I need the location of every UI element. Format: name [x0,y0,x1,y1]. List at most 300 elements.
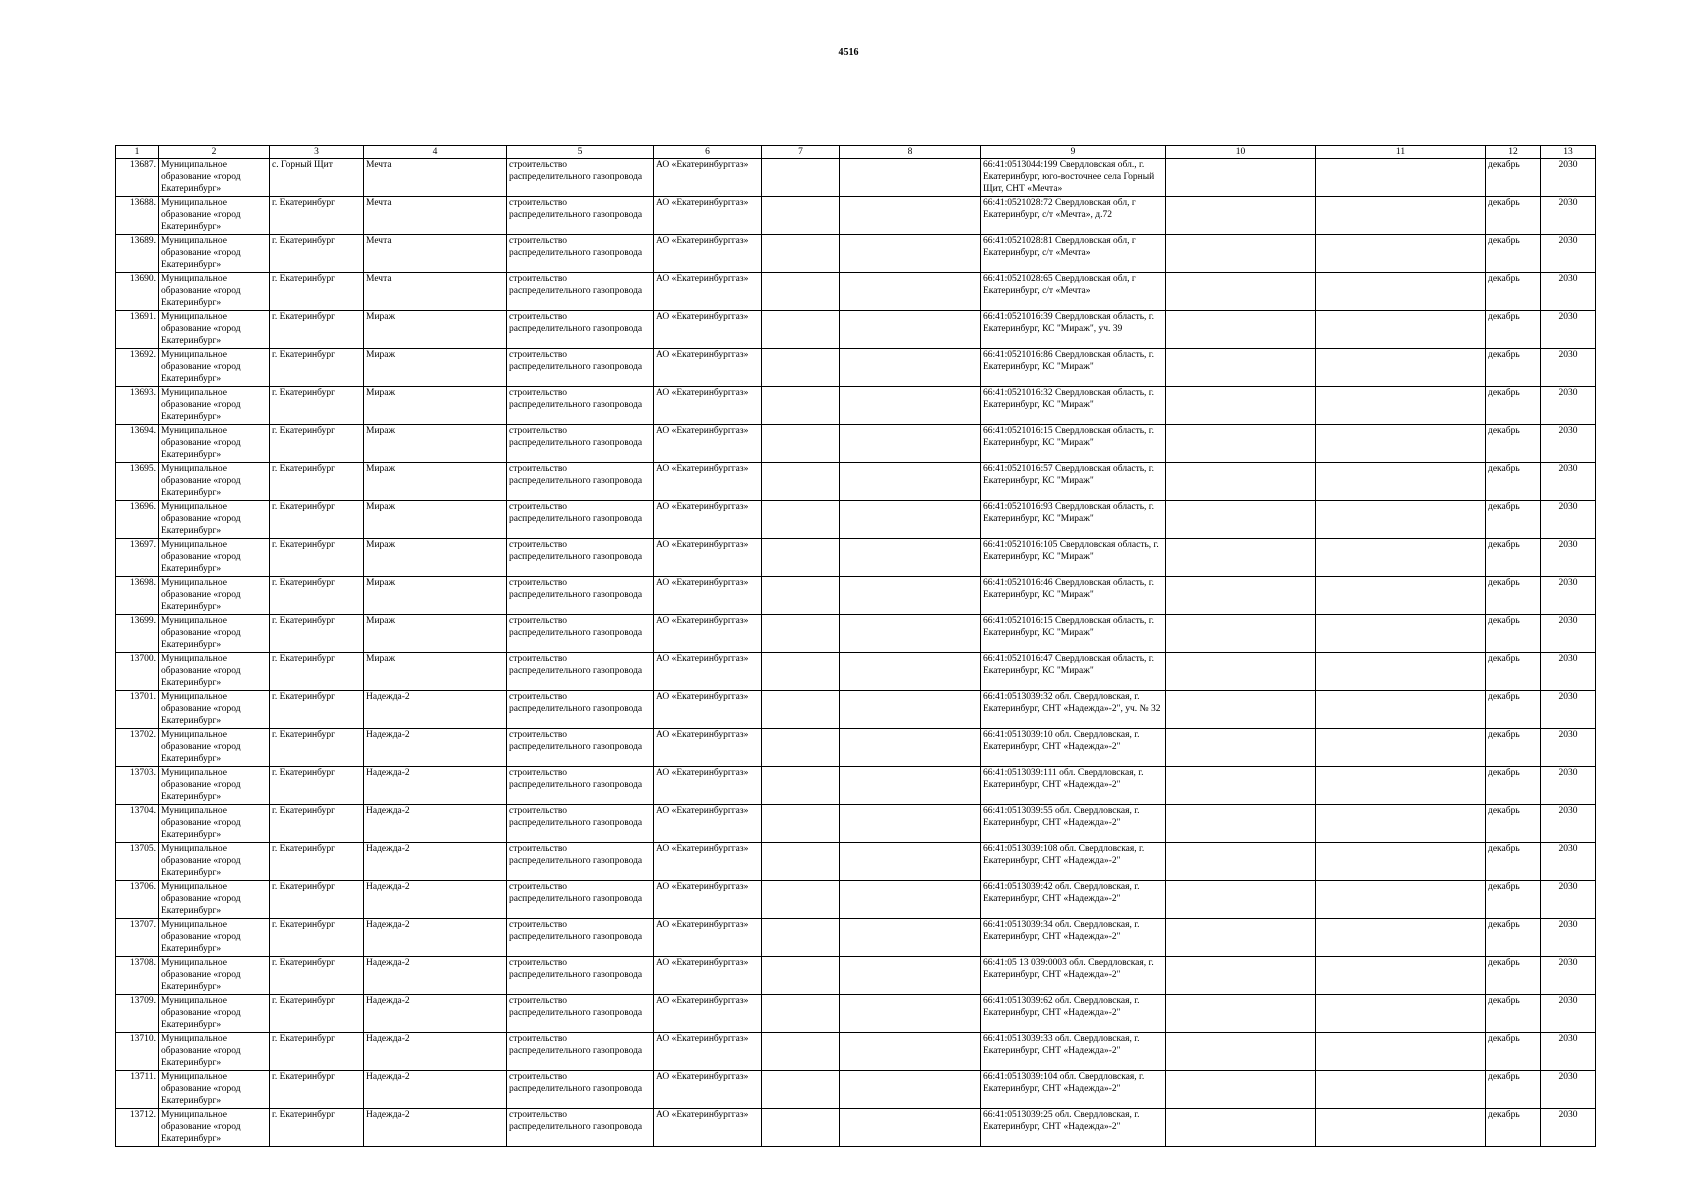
table-row [116,577,1596,615]
table-row [116,463,1596,501]
row-number: 13689. [116,235,159,273]
work-type-cell: строительство распределительного газопровода [507,1109,654,1147]
locality-cell: г. Екатеринбург [270,425,364,463]
work-type-cell: строительство распределительного газопровода [507,273,654,311]
year-cell: 2030 [1541,1071,1596,1109]
column-7-cell [762,387,840,425]
municipality-cell: Муниципальное образование «город Екатеринбург» [159,995,270,1033]
month-cell: декабрь [1486,197,1541,235]
locality-cell: г. Екатеринбург [270,501,364,539]
column-header-8: 8 [840,146,981,159]
cadastral-address-cell: 66:41:0513039:111 обл. Свердловская, г. Екатеринбург, СНТ «Надежда»-2" [981,767,1166,805]
column-10-cell [1166,1109,1316,1147]
column-11-cell [1316,767,1486,805]
column-11-cell [1316,653,1486,691]
column-header-1: 1 [116,146,159,159]
work-type-cell: строительство распределительного газопровода [507,539,654,577]
row-number: 13703. [116,767,159,805]
month-cell: декабрь [1486,1109,1541,1147]
organization-cell: АО «Екатеринбурггаз» [654,957,762,995]
organization-cell: АО «Екатеринбурггаз» [654,539,762,577]
row-number: 13705. [116,843,159,881]
row-number: 13708. [116,957,159,995]
year-cell: 2030 [1541,1109,1596,1147]
snt-cell: Надежда-2 [364,995,507,1033]
work-type-cell: строительство распределительного газопровода [507,615,654,653]
column-11-cell [1316,463,1486,501]
snt-cell: Мираж [364,615,507,653]
municipality-cell: Муниципальное образование «город Екатеринбург» [159,957,270,995]
column-10-cell [1166,501,1316,539]
municipality-cell: Муниципальное образование «город Екатеринбург» [159,1109,270,1147]
year-cell: 2030 [1541,995,1596,1033]
table-header [116,146,1596,159]
column-7-cell [762,501,840,539]
column-11-cell [1316,349,1486,387]
snt-cell: Мираж [364,577,507,615]
cadastral-address-cell: 66:41:0513039:33 обл. Свердловская, г. Екатеринбург, СНТ «Надежда»-2" [981,1033,1166,1071]
table-row [116,197,1596,235]
work-type-cell: строительство распределительного газопровода [507,425,654,463]
column-8-cell [840,501,981,539]
year-cell: 2030 [1541,767,1596,805]
municipality-cell: Муниципальное образование «город Екатеринбург» [159,235,270,273]
cadastral-address-cell: 66:41:0513039:32 обл. Свердловская, г. Екатеринбург, СНТ «Надежда»-2", уч. № 32 [981,691,1166,729]
column-10-cell [1166,349,1316,387]
month-cell: декабрь [1486,501,1541,539]
snt-cell: Надежда-2 [364,957,507,995]
cadastral-address-cell: 66:41:0513039:34 обл. Свердловская, г. Екатеринбург, СНТ «Надежда»-2" [981,919,1166,957]
column-header-12: 12 [1486,146,1541,159]
row-number: 13709. [116,995,159,1033]
column-7-cell [762,691,840,729]
table-row [116,387,1596,425]
column-10-cell [1166,615,1316,653]
row-number: 13701. [116,691,159,729]
year-cell: 2030 [1541,615,1596,653]
organization-cell: АО «Екатеринбурггаз» [654,653,762,691]
table-row [116,311,1596,349]
work-type-cell: строительство распределительного газопровода [507,577,654,615]
cadastral-address-cell: 66:41:0521016:93 Свердловская область, г. Екатеринбург, КС "Мираж" [981,501,1166,539]
snt-cell: Надежда-2 [364,1109,507,1147]
month-cell: декабрь [1486,995,1541,1033]
column-header-5: 5 [507,146,654,159]
column-11-cell [1316,577,1486,615]
cadastral-address-cell: 66:41:0513039:104 обл. Свердловская, г. Екатеринбург, СНТ «Надежда»-2" [981,1071,1166,1109]
year-cell: 2030 [1541,729,1596,767]
page-number: 4516 [838,47,859,58]
column-10-cell [1166,805,1316,843]
cadastral-address-cell: 66:41:0521016:57 Свердловская область, г. Екатеринбург, КС "Мираж" [981,463,1166,501]
column-7-cell [762,995,840,1033]
organization-cell: АО «Екатеринбурггаз» [654,197,762,235]
table-row [116,1033,1596,1071]
cadastral-address-cell: 66:41:0513039:10 обл. Свердловская, г. Екатеринбург, СНТ «Надежда»-2" [981,729,1166,767]
column-header-9: 9 [981,146,1166,159]
year-cell: 2030 [1541,805,1596,843]
column-11-cell [1316,615,1486,653]
month-cell: декабрь [1486,1033,1541,1071]
locality-cell: г. Екатеринбург [270,881,364,919]
year-cell: 2030 [1541,235,1596,273]
column-7-cell [762,577,840,615]
column-7-cell [762,729,840,767]
organization-cell: АО «Екатеринбурггаз» [654,767,762,805]
header-row [116,146,1596,159]
year-cell: 2030 [1541,387,1596,425]
table-row [116,1071,1596,1109]
municipality-cell: Муниципальное образование «город Екатеринбург» [159,729,270,767]
column-7-cell [762,615,840,653]
work-type-cell: строительство распределительного газопровода [507,235,654,273]
row-number: 13698. [116,577,159,615]
work-type-cell: строительство распределительного газопровода [507,349,654,387]
column-header-2: 2 [159,146,270,159]
locality-cell: г. Екатеринбург [270,349,364,387]
column-8-cell [840,1109,981,1147]
snt-cell: Надежда-2 [364,767,507,805]
organization-cell: АО «Екатеринбурггаз» [654,349,762,387]
work-type-cell: строительство распределительного газопровода [507,691,654,729]
year-cell: 2030 [1541,1033,1596,1071]
snt-cell: Мираж [364,463,507,501]
column-8-cell [840,957,981,995]
cadastral-address-cell: 66:41:05 13 039:0003 обл. Свердловская, г. Екатеринбург, СНТ «Надежда»-2" [981,957,1166,995]
column-8-cell [840,843,981,881]
month-cell: декабрь [1486,843,1541,881]
column-11-cell [1316,197,1486,235]
work-type-cell: строительство распределительного газопровода [507,1033,654,1071]
column-8-cell [840,729,981,767]
year-cell: 2030 [1541,349,1596,387]
locality-cell: г. Екатеринбург [270,235,364,273]
year-cell: 2030 [1541,273,1596,311]
locality-cell: г. Екатеринбург [270,463,364,501]
row-number: 13691. [116,311,159,349]
row-number: 13700. [116,653,159,691]
organization-cell: АО «Екатеринбурггаз» [654,843,762,881]
organization-cell: АО «Екатеринбурггаз» [654,805,762,843]
snt-cell: Мечта [364,159,507,197]
table-row [116,691,1596,729]
column-header-3: 3 [270,146,364,159]
work-type-cell: строительство распределительного газопровода [507,197,654,235]
column-10-cell [1166,311,1316,349]
column-10-cell [1166,425,1316,463]
cadastral-address-cell: 66:41:0513039:55 обл. Свердловская, г. Екатеринбург, СНТ «Надежда»-2" [981,805,1166,843]
municipality-cell: Муниципальное образование «город Екатеринбург» [159,349,270,387]
locality-cell: г. Екатеринбург [270,387,364,425]
work-type-cell: строительство распределительного газопровода [507,881,654,919]
column-11-cell [1316,273,1486,311]
table-row [116,843,1596,881]
column-8-cell [840,197,981,235]
municipality-cell: Муниципальное образование «город Екатеринбург» [159,767,270,805]
table-row [116,995,1596,1033]
month-cell: декабрь [1486,539,1541,577]
work-type-cell: строительство распределительного газопровода [507,919,654,957]
table-row [116,501,1596,539]
column-8-cell [840,539,981,577]
table-row [116,805,1596,843]
cadastral-address-cell: 66:41:0521016:39 Свердловская область, г. Екатеринбург, КС "Мираж", уч. 39 [981,311,1166,349]
month-cell: декабрь [1486,957,1541,995]
snt-cell: Надежда-2 [364,843,507,881]
month-cell: декабрь [1486,767,1541,805]
snt-cell: Мечта [364,197,507,235]
column-7-cell [762,1109,840,1147]
row-number: 13695. [116,463,159,501]
year-cell: 2030 [1541,159,1596,197]
locality-cell: г. Екатеринбург [270,1071,364,1109]
cadastral-address-cell: 66:41:0521016:15 Свердловская область, г. Екатеринбург, КС "Мираж" [981,615,1166,653]
column-10-cell [1166,729,1316,767]
column-10-cell [1166,1071,1316,1109]
column-header-6: 6 [654,146,762,159]
locality-cell: г. Екатеринбург [270,843,364,881]
column-11-cell [1316,159,1486,197]
locality-cell: г. Екатеринбург [270,1109,364,1147]
snt-cell: Мечта [364,235,507,273]
cadastral-address-cell: 66:41:0513039:42 обл. Свердловская, г. Екатеринбург, СНТ «Надежда»-2" [981,881,1166,919]
month-cell: декабрь [1486,463,1541,501]
column-header-10: 10 [1166,146,1316,159]
snt-cell: Мираж [364,387,507,425]
column-8-cell [840,273,981,311]
month-cell: декабрь [1486,805,1541,843]
column-10-cell [1166,767,1316,805]
row-number: 13711. [116,1071,159,1109]
column-10-cell [1166,387,1316,425]
municipality-cell: Муниципальное образование «город Екатеринбург» [159,1033,270,1071]
column-7-cell [762,539,840,577]
column-11-cell [1316,1033,1486,1071]
work-type-cell: строительство распределительного газопровода [507,767,654,805]
column-11-cell [1316,843,1486,881]
snt-cell: Надежда-2 [364,919,507,957]
column-8-cell [840,615,981,653]
locality-cell: г. Екатеринбург [270,311,364,349]
year-cell: 2030 [1541,463,1596,501]
column-10-cell [1166,235,1316,273]
column-11-cell [1316,1109,1486,1147]
snt-cell: Мечта [364,273,507,311]
year-cell: 2030 [1541,843,1596,881]
column-11-cell [1316,957,1486,995]
column-11-cell [1316,919,1486,957]
row-number: 13699. [116,615,159,653]
snt-cell: Мираж [364,539,507,577]
column-8-cell [840,805,981,843]
table-row [116,425,1596,463]
column-7-cell [762,197,840,235]
column-7-cell [762,235,840,273]
organization-cell: АО «Екатеринбурггаз» [654,159,762,197]
month-cell: декабрь [1486,387,1541,425]
cadastral-address-cell: 66:41:0521016:105 Свердловская область, г. Екатеринбург, КС "Мираж" [981,539,1166,577]
column-header-13: 13 [1541,146,1596,159]
municipality-cell: Муниципальное образование «город Екатеринбург» [159,615,270,653]
column-7-cell [762,311,840,349]
table-row [116,729,1596,767]
organization-cell: АО «Екатеринбурггаз» [654,1109,762,1147]
locality-cell: г. Екатеринбург [270,729,364,767]
column-7-cell [762,653,840,691]
column-7-cell [762,1071,840,1109]
table-row [116,653,1596,691]
year-cell: 2030 [1541,197,1596,235]
column-11-cell [1316,387,1486,425]
column-7-cell [762,273,840,311]
column-8-cell [840,1033,981,1071]
organization-cell: АО «Екатеринбурггаз» [654,1071,762,1109]
table-row [116,159,1596,197]
year-cell: 2030 [1541,311,1596,349]
municipality-cell: Муниципальное образование «город Екатеринбург» [159,501,270,539]
column-8-cell [840,691,981,729]
table-row [116,881,1596,919]
snt-cell: Мираж [364,311,507,349]
column-10-cell [1166,463,1316,501]
table-row [116,615,1596,653]
year-cell: 2030 [1541,577,1596,615]
column-8-cell [840,767,981,805]
municipality-cell: Муниципальное образование «город Екатеринбург» [159,425,270,463]
locality-cell: г. Екатеринбург [270,995,364,1033]
row-number: 13710. [116,1033,159,1071]
year-cell: 2030 [1541,501,1596,539]
column-8-cell [840,1071,981,1109]
cadastral-address-cell: 66:41:0513039:62 обл. Свердловская, г. Екатеринбург, СНТ «Надежда»-2" [981,995,1166,1033]
column-11-cell [1316,311,1486,349]
row-number: 13697. [116,539,159,577]
municipality-cell: Муниципальное образование «город Екатеринбург» [159,881,270,919]
cadastral-address-cell: 66:41:0521016:15 Свердловская область, г. Екатеринбург, КС "Мираж" [981,425,1166,463]
locality-cell: г. Екатеринбург [270,197,364,235]
locality-cell: г. Екатеринбург [270,539,364,577]
column-7-cell [762,843,840,881]
column-8-cell [840,349,981,387]
column-11-cell [1316,995,1486,1033]
organization-cell: АО «Екатеринбурггаз» [654,425,762,463]
cadastral-address-cell: 66:41:0521028:81 Свердловская обл, г Екатеринбург, с/т «Мечта» [981,235,1166,273]
locality-cell: г. Екатеринбург [270,577,364,615]
column-10-cell [1166,919,1316,957]
column-7-cell [762,425,840,463]
locality-cell: г. Екатеринбург [270,957,364,995]
locality-cell: г. Екатеринбург [270,767,364,805]
row-number: 13693. [116,387,159,425]
month-cell: декабрь [1486,919,1541,957]
column-11-cell [1316,539,1486,577]
cadastral-address-cell: 66:41:0521016:32 Свердловская область, г. Екатеринбург, КС "Мираж" [981,387,1166,425]
month-cell: декабрь [1486,425,1541,463]
column-header-11: 11 [1316,146,1486,159]
column-11-cell [1316,729,1486,767]
work-type-cell: строительство распределительного газопровода [507,387,654,425]
organization-cell: АО «Екатеринбурггаз» [654,311,762,349]
cadastral-address-cell: 66:41:0521016:46 Свердловская область, г. Екатеринбург, КС "Мираж" [981,577,1166,615]
column-10-cell [1166,653,1316,691]
column-8-cell [840,919,981,957]
column-header-4: 4 [364,146,507,159]
table-body [116,159,1596,1147]
row-number: 13702. [116,729,159,767]
column-11-cell [1316,425,1486,463]
column-8-cell [840,311,981,349]
month-cell: декабрь [1486,1071,1541,1109]
locality-cell: г. Екатеринбург [270,691,364,729]
locality-cell: с. Горный Щит [270,159,364,197]
column-8-cell [840,235,981,273]
snt-cell: Надежда-2 [364,805,507,843]
column-10-cell [1166,197,1316,235]
table-row [116,539,1596,577]
column-11-cell [1316,881,1486,919]
column-8-cell [840,995,981,1033]
column-7-cell [762,957,840,995]
column-7-cell [762,159,840,197]
municipality-cell: Муниципальное образование «город Екатеринбург» [159,1071,270,1109]
table-row [116,919,1596,957]
cadastral-address-cell: 66:41:0521016:86 Свердловская область, г. Екатеринбург, КС "Мираж" [981,349,1166,387]
column-10-cell [1166,577,1316,615]
snt-cell: Надежда-2 [364,729,507,767]
row-number: 13704. [116,805,159,843]
municipality-cell: Муниципальное образование «город Екатеринбург» [159,273,270,311]
municipality-cell: Муниципальное образование «город Екатеринбург» [159,843,270,881]
cadastral-address-cell: 66:41:0513039:108 обл. Свердловская, г. Екатеринбург, СНТ «Надежда»-2" [981,843,1166,881]
locality-cell: г. Екатеринбург [270,653,364,691]
column-11-cell [1316,235,1486,273]
month-cell: декабрь [1486,159,1541,197]
row-number: 13706. [116,881,159,919]
column-7-cell [762,767,840,805]
row-number: 13694. [116,425,159,463]
snt-cell: Надежда-2 [364,1033,507,1071]
locality-cell: г. Екатеринбург [270,273,364,311]
row-number: 13692. [116,349,159,387]
snt-cell: Мираж [364,349,507,387]
municipality-cell: Муниципальное образование «город Екатеринбург» [159,919,270,957]
column-11-cell [1316,805,1486,843]
column-11-cell [1316,1071,1486,1109]
work-type-cell: строительство распределительного газопровода [507,1071,654,1109]
work-type-cell: строительство распределительного газопровода [507,805,654,843]
year-cell: 2030 [1541,919,1596,957]
column-7-cell [762,881,840,919]
year-cell: 2030 [1541,881,1596,919]
month-cell: декабрь [1486,349,1541,387]
month-cell: декабрь [1486,311,1541,349]
work-type-cell: строительство распределительного газопровода [507,843,654,881]
municipality-cell: Муниципальное образование «город Екатеринбург» [159,577,270,615]
work-type-cell: строительство распределительного газопровода [507,729,654,767]
table-row [116,1109,1596,1147]
year-cell: 2030 [1541,957,1596,995]
organization-cell: АО «Екатеринбурггаз» [654,881,762,919]
column-10-cell [1166,881,1316,919]
column-8-cell [840,881,981,919]
cadastral-address-cell: 66:41:0521016:47 Свердловская область, г. Екатеринбург, КС "Мираж" [981,653,1166,691]
work-type-cell: строительство распределительного газопровода [507,159,654,197]
organization-cell: АО «Екатеринбурггаз» [654,387,762,425]
year-cell: 2030 [1541,691,1596,729]
column-10-cell [1166,843,1316,881]
cadastral-address-cell: 66:41:0521028:72 Свердловская обл, г Екатеринбург, с/т «Мечта», д.72 [981,197,1166,235]
column-7-cell [762,1033,840,1071]
